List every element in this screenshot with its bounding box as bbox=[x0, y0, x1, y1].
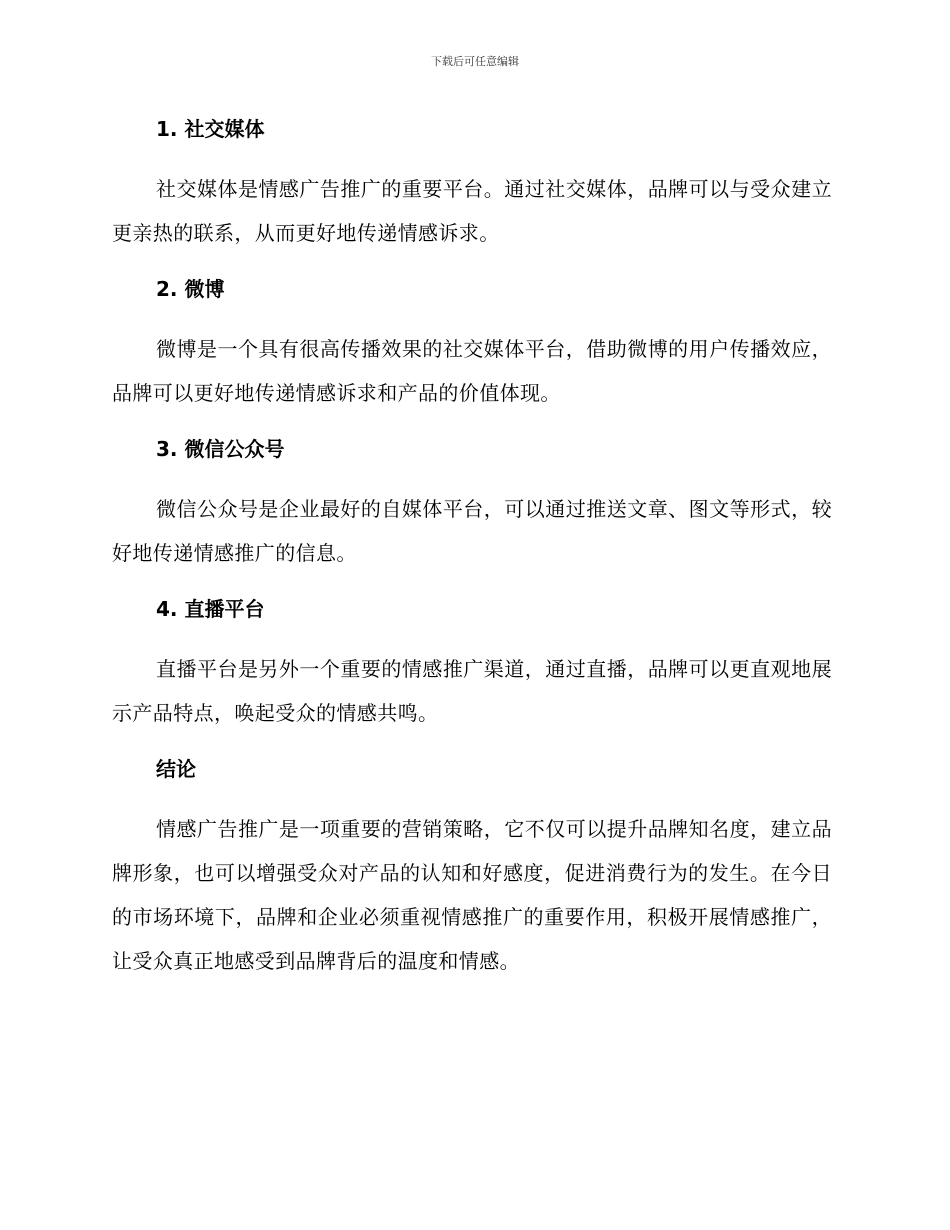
section-social-media bbox=[112, 112, 832, 255]
section-live-streaming bbox=[112, 592, 832, 735]
section-wechat-official-account bbox=[112, 432, 832, 575]
section-weibo bbox=[112, 272, 832, 415]
section-heading: 结论 bbox=[156, 757, 196, 781]
section-heading: 4. 直播平台 bbox=[156, 597, 265, 621]
document-body bbox=[112, 112, 832, 1000]
section-paragraph: 微信公众号是企业最好的自媒体平台，可以通过推送文章、图文等形式，较好地传递情感推广的信息。 bbox=[112, 497, 832, 565]
section-heading: 3. 微信公众号 bbox=[156, 437, 285, 461]
section-conclusion bbox=[112, 752, 832, 983]
header-note: 下载后可任意编辑 bbox=[431, 55, 519, 68]
section-heading: 1. 社交媒体 bbox=[156, 117, 265, 141]
section-paragraph: 微博是一个具有很高传播效果的社交媒体平台，借助微博的用户传播效应，品牌可以更好地传递情感诉求和产品的价值体现。 bbox=[112, 337, 832, 405]
section-paragraph: 情感广告推广是一项重要的营销策略，它不仅可以提升品牌知名度，建立品牌形象，也可以增强受众对产品的认知和好感度，促进消费行为的发生。在今日的市场环境下，品牌和企业必须重视情感推广的重要作用，积极开展情感推广，让受众真正地感受到品牌背后的温度和情感。 bbox=[112, 817, 832, 973]
section-heading: 2. 微博 bbox=[156, 277, 225, 301]
section-paragraph: 社交媒体是情感广告推广的重要平台。通过社交媒体，品牌可以与受众建立更亲热的联系，从而更好地传递情感诉求。 bbox=[112, 177, 832, 245]
section-paragraph: 直播平台是另外一个重要的情感推广渠道，通过直播，品牌可以更直观地展示产品特点，唤起受众的情感共鸣。 bbox=[112, 657, 832, 725]
